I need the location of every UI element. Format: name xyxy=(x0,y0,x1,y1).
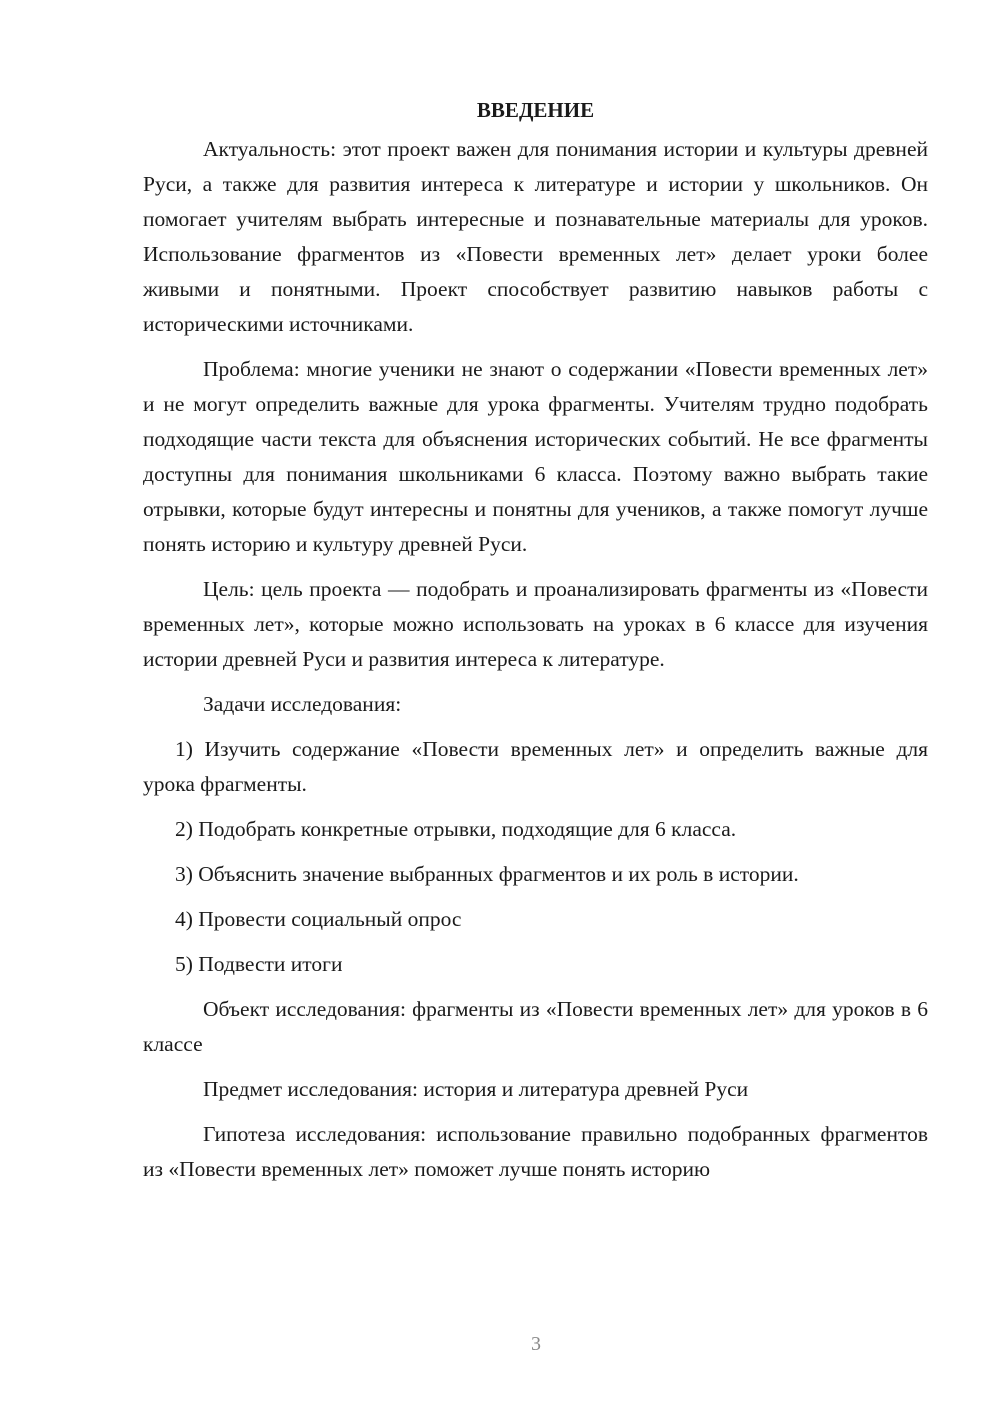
problem-paragraph: Проблема: многие ученики не знают о содержании «Повести временных лет» и не могут определить важные для урока фрагменты. Учителям трудно подобрать подходящие части текста для объяснения исторических событий. Не все фрагменты доступны для понимания школьниками 6 класса. Поэтому важно выбрать такие отрывки, которые будут интересны и понятны для учеников, а также помогут лучше понять историю и культуру древней Руси. xyxy=(143,357,928,556)
tasks-list xyxy=(143,732,928,982)
list-item: 4) Провести социальный опрос xyxy=(175,907,462,931)
page-number: 3 xyxy=(531,1333,541,1355)
relevance-paragraph: Актуальность: этот проект важен для понимания истории и культуры древней Руси, а также для развития интереса к литературе и истории у школьников. Он помогает учителям выбрать интересные и познавательные материалы для уроков. Использование фрагментов из «Повести временных лет» делает уроки более живыми и понятными. Проект способствует развитию навыков работы с историческими источниками. xyxy=(143,137,928,336)
page-title: ВВЕДЕНИЕ xyxy=(476,98,595,122)
list-item: 2) Подобрать конкретные отрывки, подходящие для 6 класса. xyxy=(175,817,737,841)
research-subject-paragraph: Предмет исследования: история и литература древней Руси xyxy=(203,1077,749,1101)
goal-paragraph: Цель: цель проекта — подобрать и проанализировать фрагменты из «Повести временных лет», которые можно использовать на уроках в 6 классе для изучения истории древней Руси и развития интереса к литературе. xyxy=(143,577,928,671)
research-object-paragraph: Объект исследования: фрагменты из «Повести временных лет» для уроков в 6 классе xyxy=(143,997,928,1056)
list-item: 5) Подвести итоги xyxy=(175,952,343,976)
list-item: 3) Объяснить значение выбранных фрагментов и их роль в истории. xyxy=(175,862,799,886)
hypothesis-paragraph: Гипотеза исследования: использование правильно подобранных фрагментов из «Повести временных лет» поможет лучше понять историю xyxy=(143,1122,928,1181)
list-item: 1) Изучить содержание «Повести временных лет» и определить важные для урока фрагменты. xyxy=(143,737,928,796)
tasks-title: Задачи исследования: xyxy=(203,692,402,716)
document-page xyxy=(143,92,928,1187)
